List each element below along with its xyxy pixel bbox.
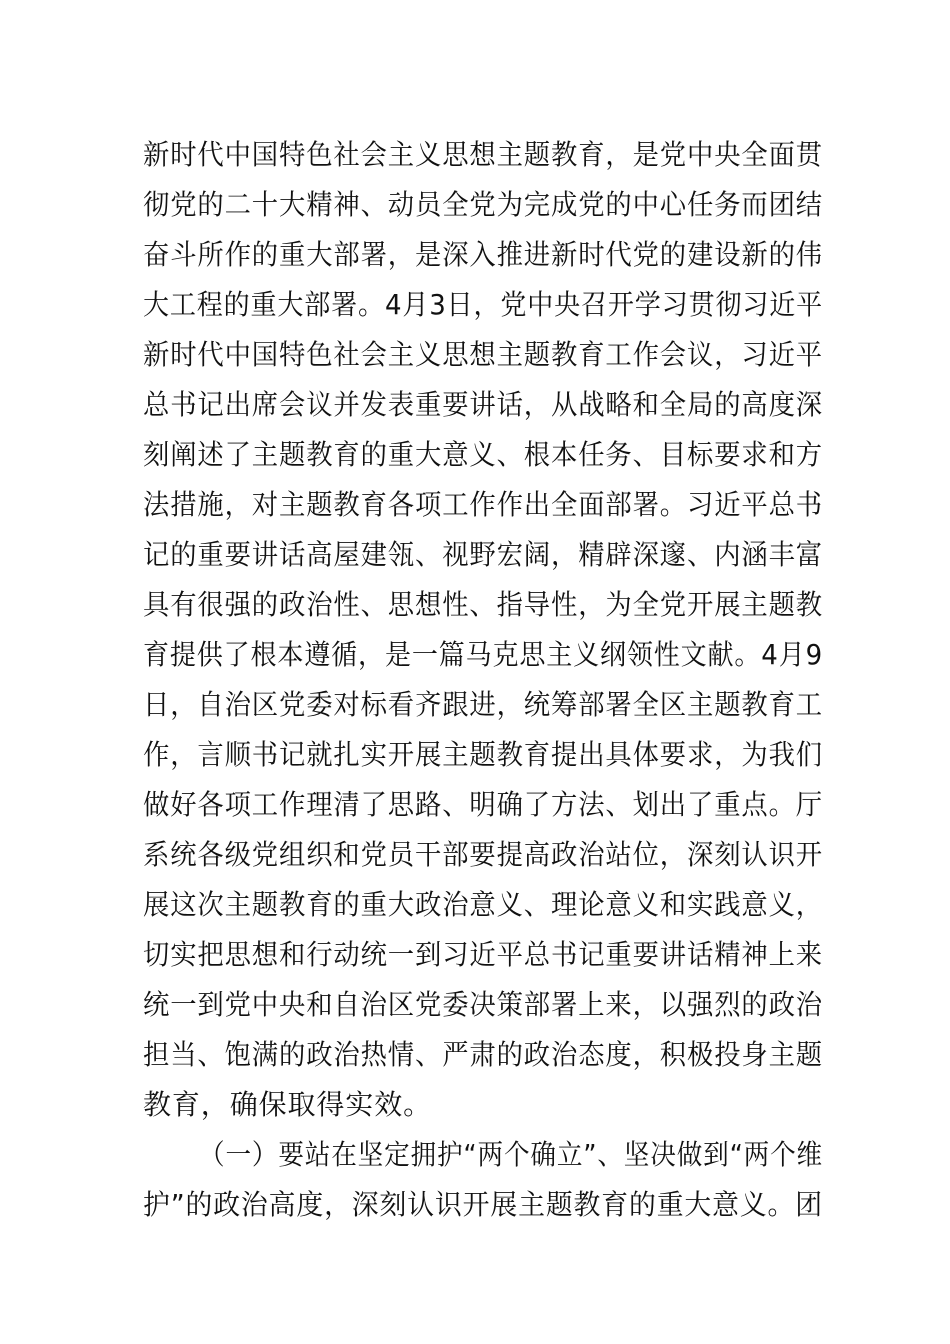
text-line: 法措施，对主题教育各项工作作出全面部署。习近平总书 — [143, 488, 823, 521]
text-line: 护”的政治高度，深刻认识开展主题教育的重大意义。团 — [143, 1188, 823, 1221]
text-line: 新时代中国特色社会主义思想主题教育工作会议，习近平 — [143, 338, 823, 371]
text-line: 育提供了根本遵循，是一篇马克思主义纲领性文献。4月9 — [143, 638, 823, 671]
text-line: 具有很强的政治性、思想性、指导性，为全党开展主题教 — [143, 588, 823, 621]
text-line: 系统各级党组织和党员干部要提高政治站位，深刻认识开 — [143, 838, 823, 871]
text-line: 做好各项工作理清了思路、明确了方法、划出了重点。厅 — [143, 788, 823, 821]
text-line: 统一到党中央和自治区党委决策部署上来，以强烈的政治 — [143, 988, 823, 1021]
text-line: 彻党的二十大精神、动员全党为完成党的中心任务而团结 — [143, 188, 823, 221]
text-line: 教育，确保取得实效。 — [143, 1088, 433, 1121]
text-line: 记的重要讲话高屋建瓴、视野宏阔，精辟深邃、内涵丰富 — [143, 538, 823, 571]
text-line: 日，自治区党委对标看齐跟进，统筹部署全区主题教育工 — [143, 688, 823, 721]
text-line: 刻阐述了主题教育的重大意义、根本任务、目标要求和方 — [143, 438, 823, 471]
text-line: 大工程的重大部署。4月3日，党中央召开学习贯彻习近平 — [143, 288, 823, 321]
text-line: 切实把思想和行动统一到习近平总书记重要讲话精神上来 — [143, 938, 823, 971]
text-line: （一）要站在坚定拥护“两个确立”、坚决做到“两个维 — [199, 1138, 823, 1171]
text-line: 作，言顺书记就扎实开展主题教育提出具体要求，为我们 — [143, 738, 823, 771]
text-line: 展这次主题教育的重大政治意义、理论意义和实践意义， — [143, 888, 823, 921]
text-line: 奋斗所作的重大部署，是深入推进新时代党的建设新的伟 — [143, 238, 823, 271]
text-line: 总书记出席会议并发表重要讲话，从战略和全局的高度深 — [143, 388, 823, 421]
text-line: 新时代中国特色社会主义思想主题教育，是党中央全面贯 — [143, 138, 823, 171]
text-line: 担当、饱满的政治热情、严肃的政治态度，积极投身主题 — [143, 1038, 823, 1071]
